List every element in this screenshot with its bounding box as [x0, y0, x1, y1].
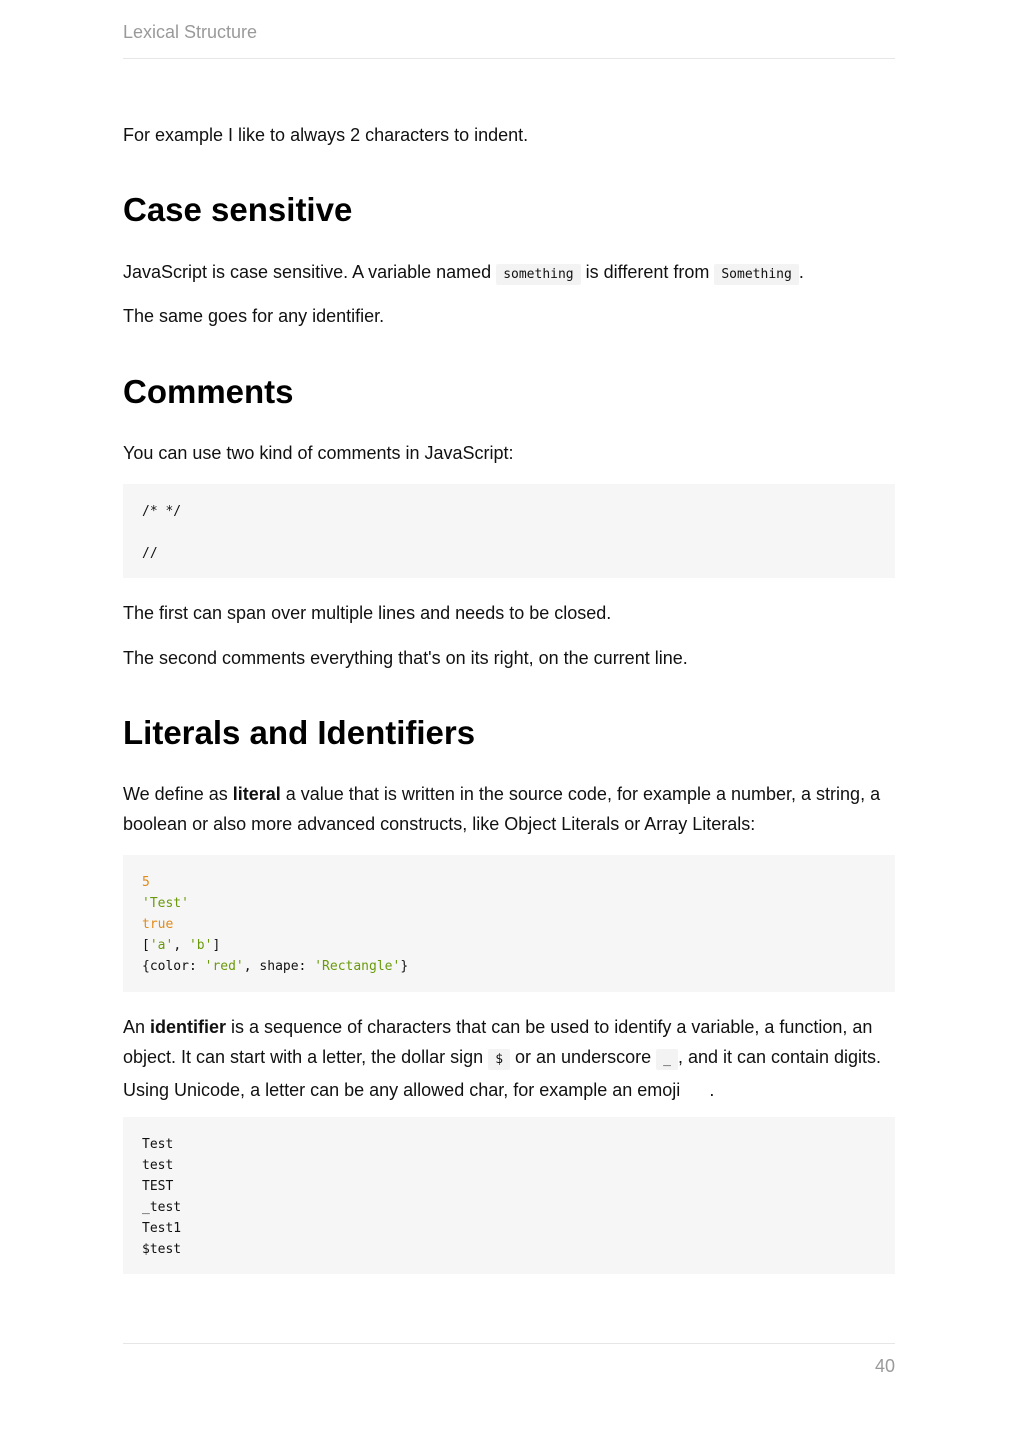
identifiers-code-block: [123, 1117, 895, 1274]
running-header: Lexical Structure: [123, 22, 258, 42]
code-line: //: [142, 546, 158, 561]
bold-identifier: identifier: [150, 1017, 227, 1037]
code-line: TEST: [142, 1179, 174, 1194]
heading-comments: Comments: [123, 373, 294, 410]
code-line: [142, 893, 876, 914]
string-token: 'Test': [142, 896, 189, 911]
code-line: ['a', 'b']: [142, 938, 221, 953]
boolean-token: true: [142, 917, 174, 932]
comments-code-block: [123, 484, 895, 578]
number-token: 5: [142, 875, 150, 890]
footer-divider: [123, 1343, 895, 1344]
inline-code-something: something: [496, 264, 580, 285]
literals-paragraph: We define as literal a value that is written in the source code, for example a number, a string, a boolean or also more advanced constructs, like Object Literals or Array Literals:: [123, 784, 881, 834]
case-sensitive-note: The same goes for any identifier.: [123, 306, 385, 326]
inline-code-Something: Something: [714, 264, 798, 285]
case-sensitive-paragraph: JavaScript is case sensitive. A variable named something is different from Something .: [123, 257, 895, 290]
intro-paragraph: For example I like to always 2 characters to indent.: [123, 125, 529, 145]
code-line: _test: [142, 1200, 182, 1215]
heading-literals-identifiers: Literals and Identifiers: [123, 714, 476, 751]
comments-intro: You can use two kind of comments in JavaScript:: [123, 443, 514, 463]
comments-paragraph-1: The first can span over multiple lines and needs to be closed.: [123, 603, 612, 623]
literals-code-block: [123, 855, 895, 992]
heading-case-sensitive: Case sensitive: [123, 191, 353, 228]
code-line: Test1: [142, 1221, 182, 1236]
identifier-paragraph: An identifier is a sequence of characters that can be used to identify a variable, a function, an object. It can start with a letter, the dollar sign $ or an underscore _ , and it can contain digits. Using Unicode, a letter can be any allowed char, for example an emoji .: [123, 1017, 882, 1100]
code-line: Test: [142, 1137, 174, 1152]
code-line: test: [142, 1158, 174, 1173]
inline-code-underscore: _: [656, 1049, 678, 1070]
inline-code-dollar: $: [488, 1049, 510, 1070]
code-line: $test: [142, 1242, 182, 1257]
bold-literal: literal: [232, 784, 281, 804]
code-line: /* */: [142, 504, 182, 519]
code-line: {color: 'red', shape: 'Rectangle'}: [142, 959, 409, 974]
code-line: [142, 522, 876, 543]
comments-paragraph-2: The second comments everything that's on its right, on the current line.: [123, 648, 688, 668]
code-line: [142, 914, 876, 935]
code-line: [142, 872, 876, 893]
page-number: 40: [874, 1356, 895, 1376]
header-divider: [123, 58, 895, 59]
